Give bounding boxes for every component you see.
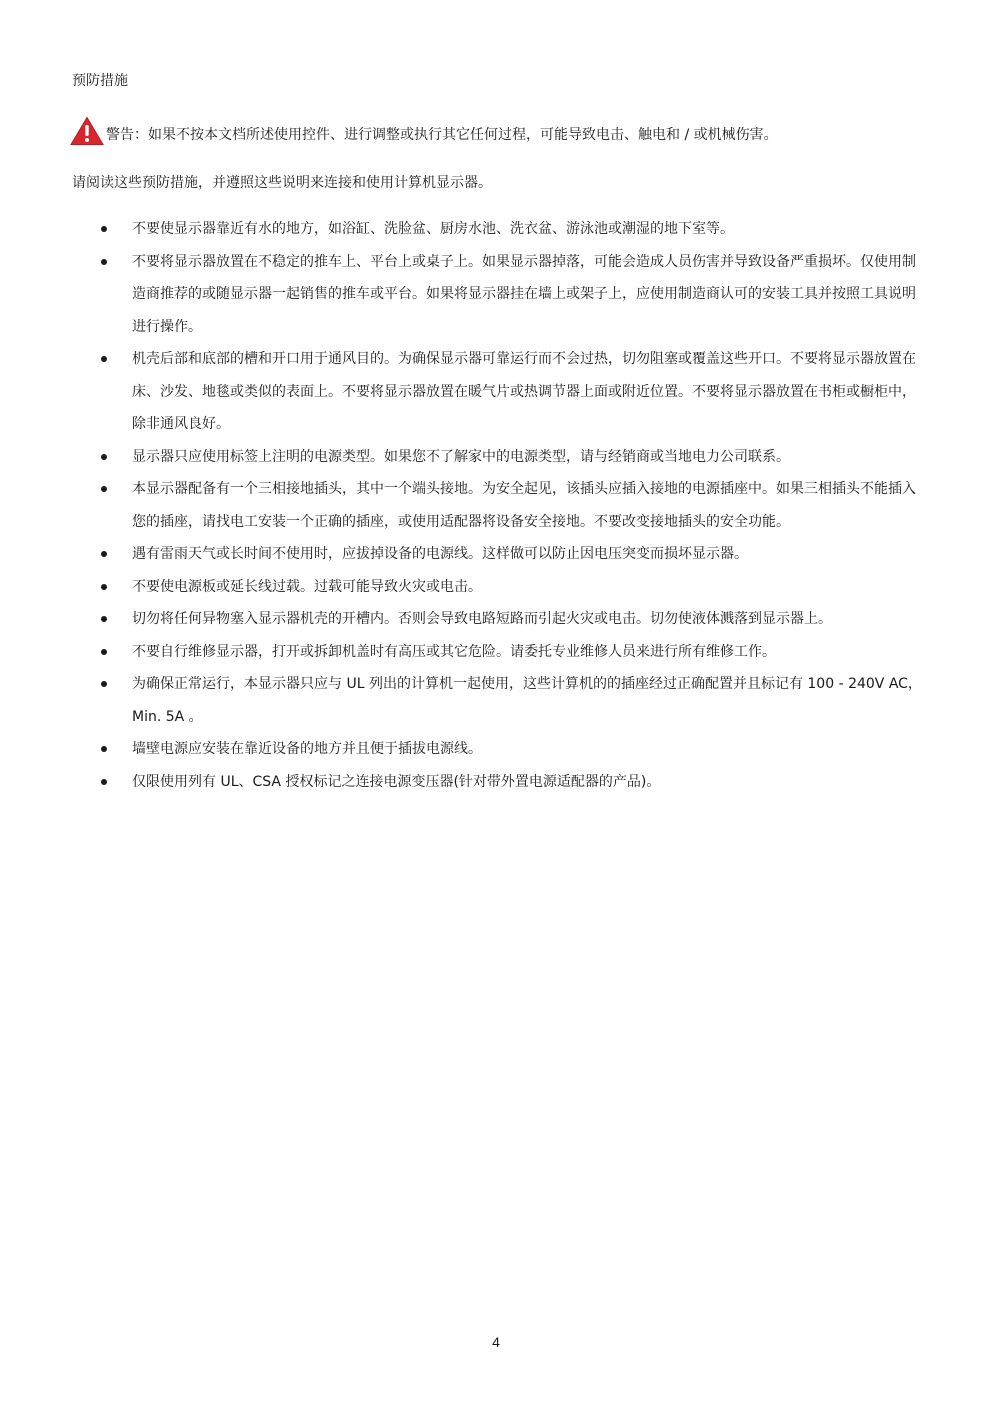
bullet-dot (101, 486, 107, 492)
bullet-dot (101, 356, 107, 362)
warning-notice (70, 114, 778, 146)
bullet-dot (101, 681, 107, 687)
list-item: 显示器只应使用标签上注明的电源类型。如果您不了解家中的电源类型，请与经销商或当地电力公司联系。 (100, 441, 922, 474)
bullet-dot (101, 746, 107, 752)
section-title: 预防措施 (72, 73, 128, 89)
list-item: 本显示器配备有一个三相接地插头，其中一个端头接地。为安全起见，该插头应插入接地的电源插座中。如果三相插头不能插入您的插座，请找电工安装一个正确的插座，或使用适配器将设备安全接地。不要改变接地插头的安全功能。 (100, 473, 922, 538)
bullet-dot (101, 259, 107, 265)
bullet-dot (101, 454, 107, 460)
warning-triangle-icon (70, 116, 106, 146)
list-item: 切勿将任何异物塞入显示器机壳的开槽内。否则会导致电路短路而引起火灾或电击。切勿使液体溅落到显示器上。 (100, 603, 922, 636)
bullet-dot (101, 616, 107, 622)
list-item: 不要将显示器放置在不稳定的推车上、平台上或桌子上。如果显示器掉落，可能会造成人员伤害并导致设备严重损坏。仅使用制造商推荐的或随显示器一起销售的推车或平台。如果将显示器挂在墙上或架子上，应使用制造商认可的安装工具并按照工具说明进行操作。 (100, 246, 922, 344)
list-item: 遇有雷雨天气或长时间不使用时，应拔掉设备的电源线。这样做可以防止因电压突变而损坏显示器。 (100, 538, 922, 571)
list-item: 不要使显示器靠近有水的地方，如浴缸、洗脸盆、厨房水池、洗衣盆、游泳池或潮湿的地下室等。 (100, 213, 922, 246)
intro-paragraph: 请阅读这些预防措施，并遵照这些说明来连接和使用计算机显示器。 (72, 175, 492, 191)
bullet-dot (101, 649, 107, 655)
page-number: 4 (492, 1334, 500, 1350)
bullet-dot (101, 551, 107, 557)
list-item: 不要使电源板或延长线过载。过载可能导致火灾或电击。 (100, 571, 922, 604)
precautions-list (100, 213, 922, 798)
list-item: 机壳后部和底部的槽和开口用于通风目的。为确保显示器可靠运行而不会过热，切勿阻塞或覆盖这些开口。不要将显示器放置在床、沙发、地毯或类似的表面上。不要将显示器放置在暖气片或热调节器上面或附近位置。不要将显示器放置在书柜或橱柜中，除非通风良好。 (100, 343, 922, 441)
bullet-dot (101, 226, 107, 232)
bullet-dot (101, 779, 107, 785)
list-item: 仅限使用列有 UL、CSA 授权标记之连接电源变压器(针对带外置电源适配器的产品)。 (100, 766, 922, 799)
list-item: 不要自行维修显示器，打开或拆卸机盖时有高压或其它危险。请委托专业维修人员来进行所有维修工作。 (100, 636, 922, 669)
bullet-dot (101, 584, 107, 590)
list-item: 为确保正常运行，本显示器只应与 UL 列出的计算机一起使用，这些计算机的的插座经过正确配置并且标记有 100 - 240V AC， Min. 5A 。 (100, 668, 922, 733)
list-item: 墙壁电源应安装在靠近设备的地方并且便于插拔电源线。 (100, 733, 922, 766)
warning-text: 警告：如果不按本文档所述使用控件、进行调整或执行其它任何过程，可能导致电击、触电和 / 或机械伤害。 (106, 127, 778, 143)
